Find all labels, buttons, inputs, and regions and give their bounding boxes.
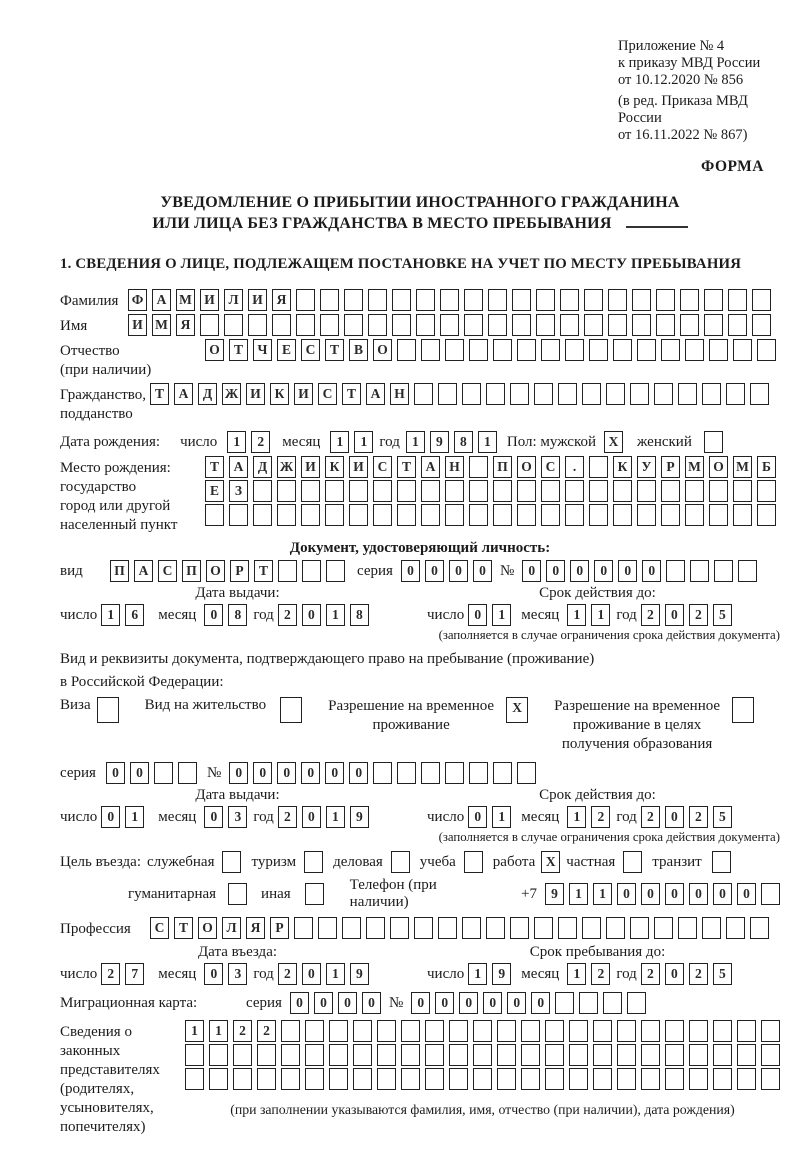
field-citizenship [60,383,780,424]
birthplace-cells-row2[interactable]: Е З [205,480,776,502]
issue-date-heading: Дата выдачи: [195,787,280,803]
purpose-private-checkbox[interactable] [623,851,642,873]
stay-until-heading: Срок пребывания до: [529,944,666,960]
identity-valid-year[interactable]: 2 0 2 5 [641,604,732,626]
citizenship-cells[interactable]: Т А Д Ж И К И С Т А Н [150,383,769,405]
year-label: год [253,606,274,623]
residence-dates [60,787,780,828]
number-label: № [206,764,222,781]
entry-date-heading: Дата въезда: [197,944,278,960]
profession-label: Профессия [60,921,131,937]
sex-female-checkbox[interactable] [704,431,723,453]
residence-permit-label: Вид на жительство [144,697,267,713]
residence-valid-month[interactable]: 1 2 [567,806,610,828]
ref-line: (в ред. Приказа МВД России [618,93,748,126]
residence-issue-year[interactable]: 2 0 1 9 [278,806,369,828]
sex-male-label: Пол: мужской [506,433,597,450]
stay-day[interactable]: 1 9 [468,963,511,985]
doc-type-label: вид [60,562,83,579]
migration-card-row [60,992,780,1014]
residence-series-cells[interactable]: 0 0 [106,762,197,784]
sex-female-label: женский [637,433,692,450]
patronymic-cells[interactable]: О Т Ч Е С Т В О [205,339,776,361]
entry-month[interactable]: 0 3 [204,963,247,985]
month-label: месяц [521,965,560,982]
profession-cells[interactable]: С Т О Л Я Р [150,917,769,939]
month-label: месяц [158,606,197,623]
doc-series-cells[interactable]: 0 0 0 0 [401,560,492,582]
birthdate-label: Дата рождения: [60,433,161,450]
identity-valid-day[interactable]: 0 1 [468,604,511,626]
purpose-tourism-checkbox[interactable] [304,851,323,873]
field-given-name [60,314,780,336]
sex-male-checkbox[interactable]: X [604,431,623,453]
ref-line: к приказу МВД России [618,55,761,71]
purpose-label: Цель въезда: [60,853,141,870]
surname-label: Фамилия [60,293,119,309]
day-label: число [60,808,98,825]
given-name-cells[interactable]: И М Я [128,314,771,336]
identity-valid-month[interactable]: 1 1 [567,604,610,626]
field-birthdate [60,431,780,453]
forma-label: ФОРМА [700,158,764,175]
day-label: число [60,965,98,982]
form-title-line2: ИЛИ ЛИЦА БЕЗ ГРАЖДАНСТВА В МЕСТО ПРЕБЫВАНИЯ [60,213,780,234]
doc-series-label: серия [357,562,393,579]
stay-year[interactable]: 2 0 2 5 [641,963,732,985]
entry-stay-dates [60,944,780,985]
birthplace-cells-row1[interactable]: Т А Д Ж И К И С Т А Н П О С . К У Р М О М Б [205,456,776,478]
representatives-cells-row1[interactable]: 1 1 2 2 [185,1020,780,1042]
ref-line: от 16.11.2022 № 867) [618,127,748,143]
year-label: год [253,808,274,825]
entry-day[interactable]: 2 7 [101,963,144,985]
identity-issue-month[interactable]: 0 8 [204,604,247,626]
purpose-official-checkbox[interactable] [222,851,241,873]
surname-cells[interactable]: Ф А М И Л И Я [128,289,771,311]
month-label: месяц [158,808,197,825]
phone-label: Телефон (при наличии) [349,877,437,910]
residence-doc-intro: Вид и реквизиты документа, подтверждающего право на пребывание (проживание) в Российской Федерации: [60,651,595,690]
temp-residence-label: Разрешение на временное проживание [328,698,495,733]
validity-note: (заполняется в случае ограничения срока действия документа) [438,628,780,642]
identity-issue-day[interactable]: 1 6 [101,604,144,626]
purpose-option-label: служебная [146,853,215,870]
day-label: число [427,606,465,623]
identity-issue-year[interactable]: 2 0 1 8 [278,604,369,626]
edu-residence-label: Разрешение на временное проживание в целях получения образования [554,698,721,752]
purpose-option-label: деловая [333,853,383,870]
entry-year[interactable]: 2 0 1 9 [278,963,369,985]
purpose-humanitarian-checkbox[interactable] [228,883,247,905]
valid-until-heading: Срок действия до: [539,585,656,601]
entry-purpose-row2 [60,877,780,911]
residence-valid-year[interactable]: 2 0 2 5 [641,806,732,828]
series-label: серия [60,764,96,781]
valid-until-heading: Срок действия до: [539,787,656,803]
purpose-option-label: транзит [652,853,702,870]
given-name-label: Имя [60,318,88,334]
residence-doc-options [60,697,780,754]
migration-card-label: Миграционная карта: [60,994,198,1011]
year-label: год [616,606,637,623]
birthplace-cells-row3[interactable] [205,504,776,526]
migration-series-cells[interactable]: 0 0 0 0 [290,992,381,1014]
month-label: месяц [158,965,197,982]
birthplace-label: Место рождения: государство город или другой населенный пункт [60,460,178,533]
doc-type-cells[interactable]: П А С П О Р Т [110,560,345,582]
identity-doc-row [60,560,780,582]
patronymic-label: Отчество (при наличии) [60,343,152,378]
doc-number-label: № [499,562,515,579]
purpose-option-label: туризм [251,853,297,870]
birth-year-cells[interactable]: 1 9 8 1 [406,431,497,453]
number-label: № [388,994,404,1011]
purpose-other-checkbox[interactable] [305,883,324,905]
option-edu-residence [554,697,754,754]
option-visa [60,697,119,723]
day-label: число [180,433,218,450]
migration-number-cells[interactable]: 0 0 0 0 0 0 [411,992,646,1014]
purpose-option-label: иная [261,885,291,902]
birth-day-cells[interactable]: 1 2 [227,431,270,453]
residence-valid-day[interactable]: 0 1 [468,806,511,828]
edu-residence-checkbox[interactable] [732,697,754,723]
field-representatives [60,1020,780,1137]
residence-issue-month[interactable]: 0 3 [204,806,247,828]
birth-month-cells[interactable]: 1 1 [330,431,373,453]
temp-residence-checkbox[interactable]: X [506,697,528,723]
purpose-option-label: гуманитарная [128,885,217,902]
residence-number-cells[interactable]: 0 0 0 0 0 0 [229,762,536,784]
purpose-option-label: частная [566,853,616,870]
phone-prefix: +7 [521,885,537,902]
field-profession [60,917,780,939]
identity-dates [60,585,780,626]
purpose-transit-checkbox[interactable] [712,851,731,873]
representatives-note: (при заполнении указываются фамилия, имя, отчество (при наличии), дата рождения) [230,1102,735,1117]
citizenship-label: Гражданство, подданство [60,387,147,422]
year-label: год [379,433,400,450]
residence-issue-day[interactable]: 0 1 [101,806,144,828]
purpose-work-checkbox[interactable]: X [541,851,560,873]
issue-date-heading: Дата выдачи: [195,585,280,601]
year-label: год [616,965,637,982]
visa-label: Виза [60,697,91,713]
ref-line: от 10.12.2020 № 856 [618,72,744,88]
form-title [60,192,780,234]
ref-line: Приложение № 4 [618,38,725,54]
purpose-business-checkbox[interactable] [391,851,410,873]
representatives-cells-row3[interactable] [185,1068,780,1090]
field-patronymic [60,339,780,380]
field-surname [60,289,780,311]
year-label: год [616,808,637,825]
stay-month[interactable]: 1 2 [567,963,610,985]
representatives-label: Сведения о законных представителях (родителях, усыновителях, попечителях) [60,1024,160,1135]
title-blank-underline [626,214,688,228]
day-label: число [60,606,98,623]
residence-permit-checkbox[interactable] [280,697,302,723]
visa-checkbox[interactable] [97,697,119,723]
purpose-study-checkbox[interactable] [464,851,483,873]
day-label: число [427,965,465,982]
section1-heading: 1. СВЕДЕНИЯ О ЛИЦЕ, ПОДЛЕЖАЩЕМ ПОСТАНОВКЕ НА УЧЕТ ПО МЕСТУ ПРЕБЫВАНИЯ [60,256,742,272]
field-birthplace [60,456,780,535]
representatives-cells-row2[interactable] [185,1044,780,1066]
phone-cells[interactable]: 9 1 1 0 0 0 0 0 0 [545,883,780,905]
order-reference [618,38,780,144]
identity-doc-heading: Документ, удостоверяющий личность: [289,540,551,556]
purpose-option-label: учеба [419,853,456,870]
purpose-option-label: работа [492,853,536,870]
doc-number-cells[interactable]: 0 0 0 0 0 0 [522,560,757,582]
month-label: месяц [521,808,560,825]
month-label: месяц [282,433,321,450]
validity-note: (заполняется в случае ограничения срока действия документа) [438,830,780,844]
year-label: год [253,965,274,982]
month-label: месяц [521,606,560,623]
form-title-line1: УВЕДОМЛЕНИЕ О ПРИБЫТИИ ИНОСТРАННОГО ГРАЖДАНИНА [160,194,680,211]
residence-series-row [60,762,780,784]
option-temp-residence [328,697,528,735]
series-label: серия [246,994,282,1011]
option-residence-permit [145,697,302,723]
entry-purpose-row [60,851,780,873]
day-label: число [427,808,465,825]
